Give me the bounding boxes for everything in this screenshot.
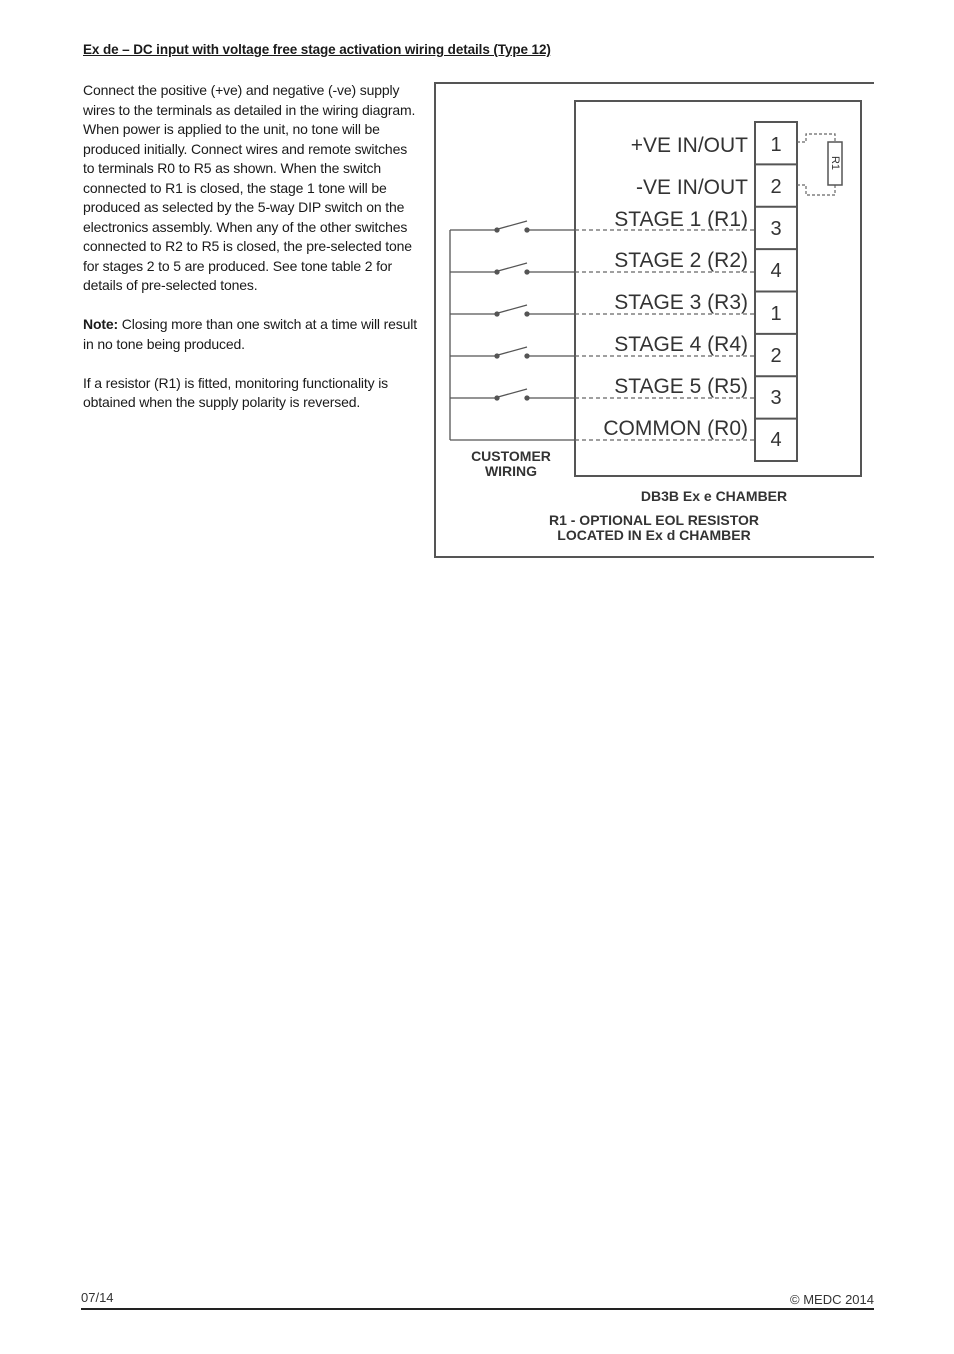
terminal-label-stage1: STAGE 1 (R1) (614, 208, 748, 231)
terminal-number: 1 (770, 303, 782, 325)
note-text: Closing more than one switch at a time will result in no tone being produced. (83, 316, 417, 352)
terminal-label-stage4: STAGE 4 (R4) (614, 333, 748, 356)
terminal-label-stage3: STAGE 3 (R3) (614, 291, 748, 314)
terminal-number: 3 (770, 218, 782, 240)
customer-wiring-caption: CUSTOMER (471, 448, 551, 464)
section-heading: Ex de – DC input with voltage free stage activation wiring details (Type 12) (83, 42, 551, 57)
terminal-number: 4 (770, 429, 782, 451)
wiring-diagram (434, 82, 874, 560)
terminal-number: 1 (770, 134, 782, 156)
switch-stage2 (450, 263, 575, 274)
terminal-number: 4 (770, 260, 782, 282)
switch-stage5 (450, 389, 575, 400)
switch-stage4 (450, 347, 575, 358)
switch-stage3 (450, 305, 575, 316)
terminal-label-vepos: +VE IN/OUT (630, 134, 748, 157)
terminal-label-veneg: -VE IN/OUT (635, 176, 748, 199)
chamber-caption: DB3B Ex e CHAMBER (640, 488, 788, 504)
terminal-number: 3 (770, 387, 782, 409)
eol-resistor-caption: R1 - OPTIONAL EOL RESISTOR (548, 512, 760, 528)
switch-stage1 (450, 221, 575, 232)
terminal-number: 2 (770, 176, 782, 198)
terminal-label-stage2: STAGE 2 (R2) (614, 249, 748, 272)
terminal-label-stage5: STAGE 5 (R5) (614, 375, 748, 398)
terminal-label-common: COMMON (R0) (603, 417, 748, 440)
resistor-r1 (797, 134, 842, 195)
intro-paragraph: Connect the positive (+ve) and negative (-ve) supply wires to the terminals as detailed in the wiring diagram. When power is applied to the unit, no tone will be produced initially. Connect wires and remote switches to terminals R0 to R5 as shown. When the switch connected to R1 is closed, the stage 1 tone will be produced as selected by the 5-way DIP switch on the electronics assembly. When any of the other switches connected to R2 to R5 is closed, the pre-selected tone for stages 2 to 5 are produced. See tone table 2 for details of pre-selected tones. (83, 82, 416, 293)
terminal-block (755, 122, 797, 461)
customer-wiring-caption: WIRING (484, 463, 538, 479)
footer-date: 07/14 (81, 1290, 114, 1305)
resistor-label: R1 (829, 155, 842, 171)
terminal-number: 2 (770, 345, 782, 367)
resistor-paragraph: If a resistor (R1) is fitted, monitoring functionality is obtained when the supply polarity is reversed. (83, 374, 389, 410)
customer-switches (450, 221, 575, 440)
note-label: Note: (83, 316, 119, 332)
eol-location-caption: LOCATED IN Ex d CHAMBER (557, 527, 751, 543)
note-paragraph (83, 315, 417, 354)
instructions-text (83, 81, 417, 432)
footer-divider (81, 1308, 874, 1310)
footer-copyright: © MEDC 2014 (790, 1292, 874, 1307)
